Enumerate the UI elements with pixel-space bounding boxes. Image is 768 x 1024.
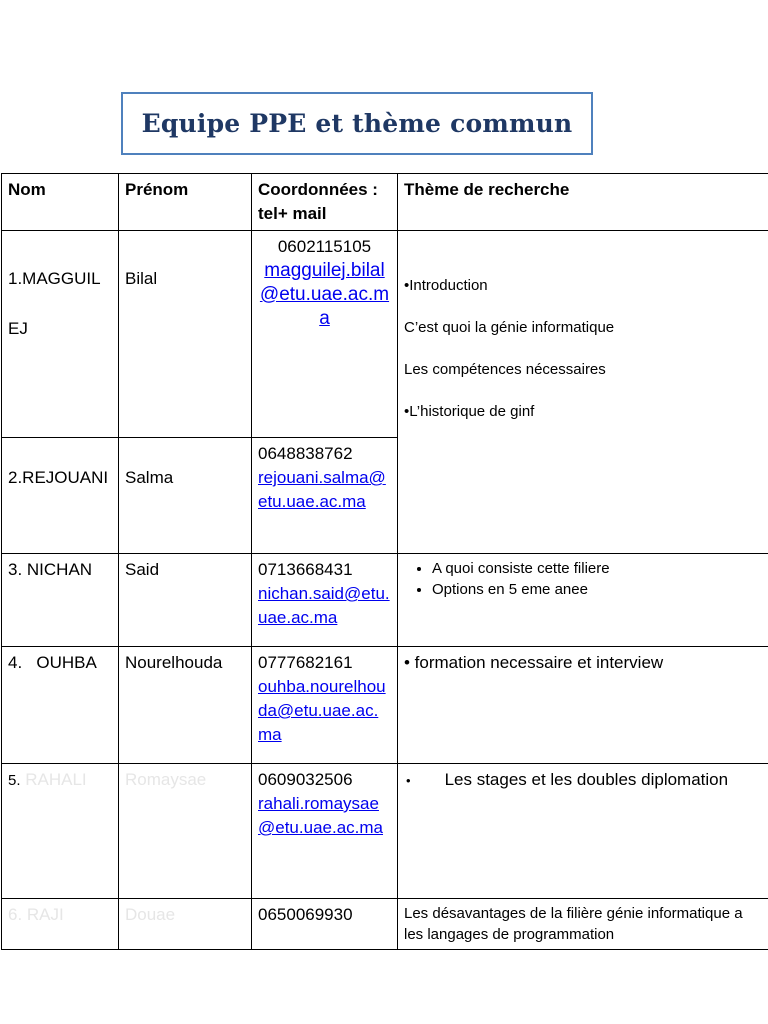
email-link[interactable]: ouhba.nourelhouda@etu.uae.ac.ma: [258, 677, 386, 744]
theme-line1: Les désavantages de la filière génie informatique a: [404, 905, 743, 922]
table-header-row: [2, 174, 768, 231]
table-row: [2, 231, 768, 438]
cell-prenom: [119, 438, 252, 554]
nom-number: 5.: [8, 772, 21, 789]
cell-theme-merged: [398, 231, 768, 554]
header-theme: Thème de recherche: [398, 174, 768, 231]
header-prenom: Prénom: [119, 174, 252, 231]
cell-coordonnees: [252, 438, 398, 554]
cell-nom: 6. RAJI: [2, 899, 119, 950]
nom-line1: 1.MAGGUIL: [8, 269, 101, 288]
cell-theme: [398, 764, 768, 899]
cell-nom: [2, 438, 119, 554]
header-coord-line1: Coordonnées :: [258, 180, 378, 199]
tel-text: 0713668431: [258, 560, 353, 579]
cell-coordonnees: [252, 764, 398, 899]
cell-nom: [2, 764, 119, 899]
theme-item: Les stages et les doubles diplomation: [444, 770, 729, 789]
theme-item: • formation necessaire et interview: [404, 653, 664, 672]
theme-item: C’est quoi la génie informatique: [404, 319, 615, 336]
header-nom: Nom: [2, 174, 119, 231]
nom-text: 2.REJOUANI: [8, 468, 109, 487]
table-row: [2, 647, 768, 764]
theme-item: • A quoi consiste cette filiere: [432, 558, 768, 579]
bullet-icon: •: [406, 773, 411, 788]
tel-text: 0602115105: [277, 237, 372, 256]
theme-item: Les compétences nécessaires: [404, 361, 606, 378]
cell-nom: 4. OUHBA: [2, 647, 119, 764]
header-coord-line2: tel+ mail: [258, 204, 327, 223]
team-table: [1, 173, 768, 950]
header-coordonnees: [252, 174, 398, 231]
table-row: [2, 554, 768, 647]
cell-coordonnees: [252, 231, 398, 438]
cell-prenom: Douae: [119, 899, 252, 950]
tel-text: 0609032506: [258, 770, 353, 789]
theme-item: •Introduction: [404, 277, 488, 294]
cell-theme: [398, 554, 768, 647]
nom-text: RAHALI: [20, 770, 87, 789]
tel-text: 0650069930: [258, 905, 353, 924]
page-title: Equipe PPE et thème commun: [141, 109, 573, 138]
cell-coordonnees: [252, 899, 398, 950]
theme-item: •L’historique de ginf: [404, 403, 535, 420]
theme-line2: les langages de programmation: [404, 926, 615, 943]
prenom-text: Salma: [125, 468, 174, 487]
cell-prenom: [119, 231, 252, 438]
prenom-text: Bilal: [125, 269, 158, 288]
table-row: [2, 899, 768, 950]
theme-item: • Options en 5 eme anee: [432, 579, 768, 600]
cell-prenom: Romaysae: [119, 764, 252, 899]
nom-line2: EJ: [8, 319, 28, 338]
email-link[interactable]: rejouani.salma@etu.uae.ac.ma: [258, 468, 386, 511]
cell-prenom: Nourelhouda: [119, 647, 252, 764]
email-link[interactable]: rahali.romaysae@etu.uae.ac.ma: [258, 794, 383, 837]
email-link[interactable]: nichan.said@etu.uae.ac.ma: [258, 584, 390, 627]
cell-coordonnees: [252, 647, 398, 764]
tel-text: 0648838762: [258, 444, 353, 463]
title-box: [121, 92, 593, 155]
cell-nom: 3. NICHAN: [2, 554, 119, 647]
tel-text: 0777682161: [258, 653, 353, 672]
cell-nom: [2, 231, 119, 438]
cell-coordonnees: [252, 554, 398, 647]
cell-theme: [398, 899, 768, 950]
cell-theme: [398, 647, 768, 764]
cell-prenom: Said: [119, 554, 252, 647]
table-row: [2, 764, 768, 899]
email-link[interactable]: magguilej.bilal@etu.uae.ac.ma: [259, 260, 390, 329]
